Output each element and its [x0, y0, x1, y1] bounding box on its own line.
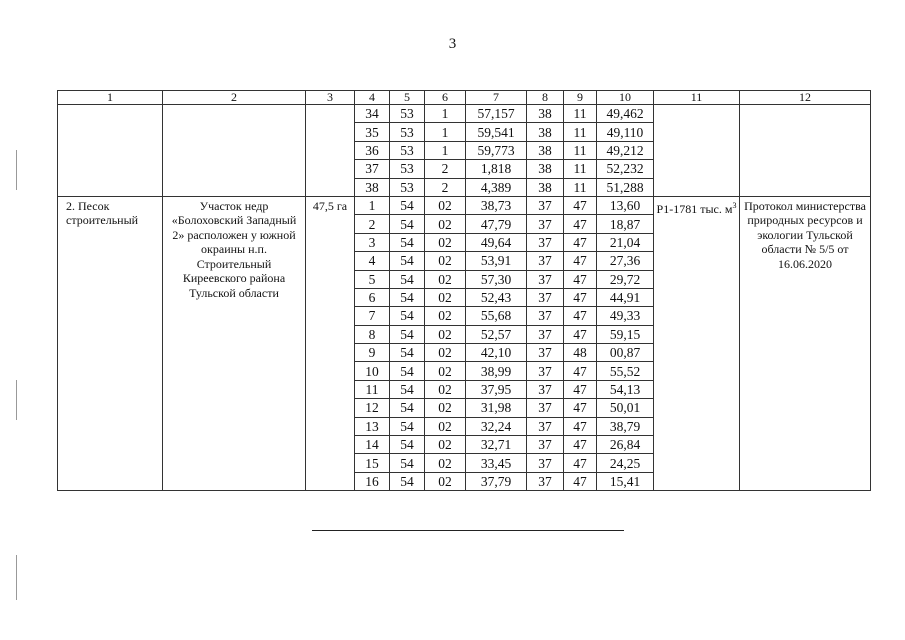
- site-description-cell: Участок недр «Болоховский Западный 2» расположен у южной окраины н.п. Строительный Киреевского района Тульской области: [163, 196, 306, 490]
- lon-sec-cell: 18,87: [597, 215, 654, 233]
- lat-min-cell: 02: [425, 399, 466, 417]
- point-number-cell: 35: [355, 123, 390, 141]
- point-number-cell: 2: [355, 215, 390, 233]
- lon-sec-cell: 51,288: [597, 178, 654, 196]
- lat-deg-cell: 54: [390, 215, 425, 233]
- lon-sec-cell: 26,84: [597, 436, 654, 454]
- header-cell: 1: [58, 91, 163, 105]
- cell-col3: [306, 105, 355, 197]
- lon-sec-cell: 49,462: [597, 105, 654, 123]
- lon-deg-cell: 37: [527, 454, 564, 472]
- lon-deg-cell: 37: [527, 270, 564, 288]
- lat-sec-cell: 52,57: [466, 325, 527, 343]
- lon-sec-cell: 55,52: [597, 362, 654, 380]
- header-cell: 3: [306, 91, 355, 105]
- point-number-cell: 1: [355, 196, 390, 214]
- header-cell: 8: [527, 91, 564, 105]
- lat-min-cell: 1: [425, 105, 466, 123]
- header-cell: 7: [466, 91, 527, 105]
- lat-min-cell: 02: [425, 233, 466, 251]
- point-number-cell: 12: [355, 399, 390, 417]
- lat-min-cell: 02: [425, 436, 466, 454]
- lon-min-cell: 47: [564, 436, 597, 454]
- lon-deg-cell: 37: [527, 344, 564, 362]
- lat-deg-cell: 54: [390, 454, 425, 472]
- mineral-name-cell: 2. Песок строительный: [58, 196, 163, 490]
- lon-min-cell: 11: [564, 105, 597, 123]
- point-number-cell: 37: [355, 160, 390, 178]
- lat-sec-cell: 52,43: [466, 288, 527, 306]
- lat-deg-cell: 53: [390, 160, 425, 178]
- lat-min-cell: 1: [425, 141, 466, 159]
- lon-sec-cell: 49,33: [597, 307, 654, 325]
- lat-deg-cell: 54: [390, 417, 425, 435]
- lon-deg-cell: 37: [527, 417, 564, 435]
- lat-min-cell: 02: [425, 454, 466, 472]
- lon-sec-cell: 00,87: [597, 344, 654, 362]
- lat-deg-cell: 53: [390, 178, 425, 196]
- lon-min-cell: 47: [564, 252, 597, 270]
- lat-min-cell: 02: [425, 472, 466, 490]
- lon-deg-cell: 38: [527, 160, 564, 178]
- cell-col2: [163, 105, 306, 197]
- lat-deg-cell: 54: [390, 325, 425, 343]
- lat-sec-cell: 32,24: [466, 417, 527, 435]
- lon-deg-cell: 37: [527, 380, 564, 398]
- lon-deg-cell: 37: [527, 325, 564, 343]
- header-cell: 4: [355, 91, 390, 105]
- lat-min-cell: 1: [425, 123, 466, 141]
- lon-min-cell: 47: [564, 362, 597, 380]
- lat-deg-cell: 54: [390, 252, 425, 270]
- lat-deg-cell: 54: [390, 399, 425, 417]
- lat-deg-cell: 54: [390, 196, 425, 214]
- lat-deg-cell: 54: [390, 436, 425, 454]
- lon-min-cell: 48: [564, 344, 597, 362]
- lat-deg-cell: 54: [390, 380, 425, 398]
- coordinates-table: [57, 90, 871, 491]
- lat-sec-cell: 32,71: [466, 436, 527, 454]
- lon-min-cell: 47: [564, 215, 597, 233]
- margin-mark: [16, 380, 17, 420]
- lon-min-cell: 11: [564, 123, 597, 141]
- point-number-cell: 14: [355, 436, 390, 454]
- lon-sec-cell: 44,91: [597, 288, 654, 306]
- lon-min-cell: 47: [564, 307, 597, 325]
- header-cell: 12: [740, 91, 871, 105]
- lon-sec-cell: 38,79: [597, 417, 654, 435]
- point-number-cell: 38: [355, 178, 390, 196]
- margin-mark: [16, 150, 17, 190]
- header-cell: 9: [564, 91, 597, 105]
- point-number-cell: 5: [355, 270, 390, 288]
- lat-min-cell: 2: [425, 160, 466, 178]
- lat-min-cell: 02: [425, 196, 466, 214]
- lat-sec-cell: 57,157: [466, 105, 527, 123]
- lon-sec-cell: 49,110: [597, 123, 654, 141]
- point-number-cell: 34: [355, 105, 390, 123]
- lat-sec-cell: 38,99: [466, 362, 527, 380]
- lon-deg-cell: 38: [527, 105, 564, 123]
- resources-cell: [654, 196, 740, 490]
- lon-min-cell: 47: [564, 196, 597, 214]
- lon-deg-cell: 37: [527, 399, 564, 417]
- lat-sec-cell: 57,30: [466, 270, 527, 288]
- lon-min-cell: 11: [564, 141, 597, 159]
- lat-sec-cell: 31,98: [466, 399, 527, 417]
- lon-sec-cell: 27,36: [597, 252, 654, 270]
- cell-col11: [654, 105, 740, 197]
- lon-sec-cell: 50,01: [597, 399, 654, 417]
- lon-min-cell: 47: [564, 325, 597, 343]
- point-number-cell: 4: [355, 252, 390, 270]
- lon-min-cell: 11: [564, 178, 597, 196]
- lat-min-cell: 02: [425, 307, 466, 325]
- lon-sec-cell: 29,72: [597, 270, 654, 288]
- point-number-cell: 3: [355, 233, 390, 251]
- lat-deg-cell: 53: [390, 123, 425, 141]
- page-number: 3: [448, 36, 457, 52]
- footer-divider: [312, 530, 624, 531]
- lon-deg-cell: 37: [527, 196, 564, 214]
- lat-sec-cell: 4,389: [466, 178, 527, 196]
- lat-deg-cell: 54: [390, 472, 425, 490]
- lon-sec-cell: 49,212: [597, 141, 654, 159]
- lon-min-cell: 47: [564, 454, 597, 472]
- lat-deg-cell: 54: [390, 344, 425, 362]
- point-number-cell: 9: [355, 344, 390, 362]
- lat-sec-cell: 37,79: [466, 472, 527, 490]
- lat-sec-cell: 47,79: [466, 215, 527, 233]
- lat-min-cell: 02: [425, 325, 466, 343]
- lon-sec-cell: 15,41: [597, 472, 654, 490]
- protocol-cell: Протокол министерства природных ресурсов и экологии Тульской области № 5/5 от 16.06.2020: [740, 196, 871, 490]
- lat-sec-cell: 53,91: [466, 252, 527, 270]
- lon-min-cell: 47: [564, 270, 597, 288]
- lon-sec-cell: 52,232: [597, 160, 654, 178]
- lon-sec-cell: 13,60: [597, 196, 654, 214]
- cubic-superscript: 3: [732, 200, 737, 210]
- point-number-cell: 36: [355, 141, 390, 159]
- point-number-cell: 10: [355, 362, 390, 380]
- lat-sec-cell: 42,10: [466, 344, 527, 362]
- lat-min-cell: 02: [425, 252, 466, 270]
- lat-min-cell: 02: [425, 380, 466, 398]
- lat-min-cell: 02: [425, 362, 466, 380]
- lat-deg-cell: 54: [390, 233, 425, 251]
- lon-min-cell: 47: [564, 472, 597, 490]
- lat-sec-cell: 49,64: [466, 233, 527, 251]
- lon-min-cell: 47: [564, 399, 597, 417]
- point-number-cell: 16: [355, 472, 390, 490]
- lat-sec-cell: 55,68: [466, 307, 527, 325]
- lon-deg-cell: 38: [527, 141, 564, 159]
- lat-min-cell: 2: [425, 178, 466, 196]
- lon-deg-cell: 38: [527, 123, 564, 141]
- lon-deg-cell: 37: [527, 288, 564, 306]
- lat-min-cell: 02: [425, 215, 466, 233]
- lat-sec-cell: 1,818: [466, 160, 527, 178]
- cell-col1: [58, 105, 163, 197]
- lon-deg-cell: 37: [527, 307, 564, 325]
- point-number-cell: 6: [355, 288, 390, 306]
- lon-min-cell: 11: [564, 160, 597, 178]
- lon-min-cell: 47: [564, 233, 597, 251]
- table-row: [58, 105, 871, 123]
- resources-text: Р1-1781 тыс. м: [656, 201, 733, 216]
- lon-deg-cell: 37: [527, 215, 564, 233]
- point-number-cell: 13: [355, 417, 390, 435]
- lat-deg-cell: 53: [390, 141, 425, 159]
- lat-deg-cell: 54: [390, 307, 425, 325]
- header-row: [58, 91, 871, 105]
- area-cell: 47,5 га: [306, 196, 355, 490]
- margin-mark: [16, 555, 17, 600]
- lon-deg-cell: 38: [527, 178, 564, 196]
- lon-min-cell: 47: [564, 417, 597, 435]
- lat-min-cell: 02: [425, 417, 466, 435]
- point-number-cell: 11: [355, 380, 390, 398]
- lon-deg-cell: 37: [527, 362, 564, 380]
- cell-col12: [740, 105, 871, 197]
- header-cell: 10: [597, 91, 654, 105]
- point-number-cell: 15: [355, 454, 390, 472]
- lon-min-cell: 47: [564, 380, 597, 398]
- lon-deg-cell: 37: [527, 472, 564, 490]
- lon-sec-cell: 59,15: [597, 325, 654, 343]
- lon-deg-cell: 37: [527, 233, 564, 251]
- lat-sec-cell: 59,541: [466, 123, 527, 141]
- lon-sec-cell: 21,04: [597, 233, 654, 251]
- header-cell: 5: [390, 91, 425, 105]
- lat-sec-cell: 59,773: [466, 141, 527, 159]
- header-cell: 6: [425, 91, 466, 105]
- lon-deg-cell: 37: [527, 252, 564, 270]
- lon-min-cell: 47: [564, 288, 597, 306]
- header-cell: 2: [163, 91, 306, 105]
- point-number-cell: 7: [355, 307, 390, 325]
- lon-sec-cell: 24,25: [597, 454, 654, 472]
- lat-sec-cell: 33,45: [466, 454, 527, 472]
- lat-deg-cell: 53: [390, 105, 425, 123]
- lon-deg-cell: 37: [527, 436, 564, 454]
- lon-sec-cell: 54,13: [597, 380, 654, 398]
- lat-min-cell: 02: [425, 288, 466, 306]
- lat-deg-cell: 54: [390, 270, 425, 288]
- header-cell: 11: [654, 91, 740, 105]
- lat-min-cell: 02: [425, 270, 466, 288]
- lat-min-cell: 02: [425, 344, 466, 362]
- lat-sec-cell: 37,95: [466, 380, 527, 398]
- lat-deg-cell: 54: [390, 362, 425, 380]
- lat-sec-cell: 38,73: [466, 196, 527, 214]
- lat-deg-cell: 54: [390, 288, 425, 306]
- point-number-cell: 8: [355, 325, 390, 343]
- table-row: [58, 196, 871, 214]
